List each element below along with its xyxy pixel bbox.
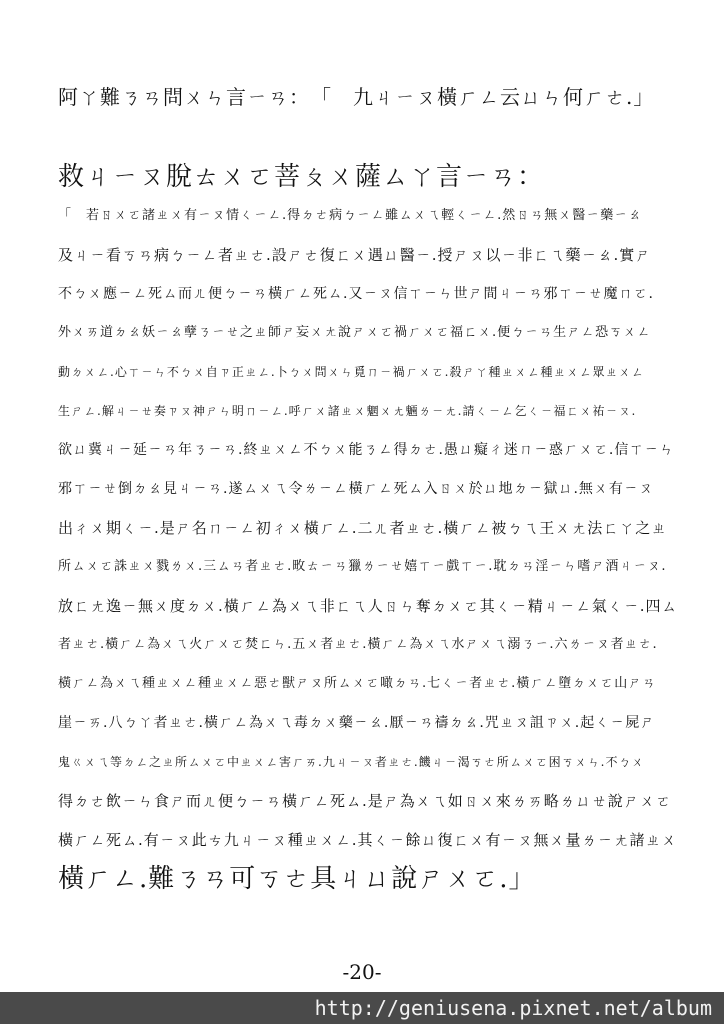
watermark-url: http://geniusena.pixnet.net/album bbox=[314, 996, 712, 1020]
text-line-9: 生ㄕㄥ.解ㄐㄧㄝ奏ㄗㄡ神ㄕㄣ明ㄇㄧㄥ.呼ㄏㄨ諸ㄓㄨ魍ㄨㄤ魎ㄌㄧㄤ.請ㄑㄧㄥ乞ㄑㄧ福ㄈㄨ祐ㄧㄡ. bbox=[58, 404, 637, 418]
text-line-16: 橫ㄏㄥ為ㄨㄟ種ㄓㄨㄥ種ㄓㄨㄥ惡ㄜ獸ㄕㄡ所ㄙㄨㄛ噉ㄉㄢ.七ㄑㄧ者ㄓㄜ.橫ㄏㄥ墮ㄉㄨㄛ山ㄕㄢ bbox=[58, 676, 657, 691]
text-line-6: 不ㄅㄨ應ㄧㄥ死ㄙ而ㄦ便ㄅㄧㄢ橫ㄏㄥ死ㄙ.又ㄧㄡ信ㄒㄧㄣ世ㄕ間ㄐㄧㄢ邪ㄒㄧㄝ魔ㄇㄛ. bbox=[58, 286, 654, 302]
text-line-11: 邪ㄒㄧㄝ倒ㄉㄠ見ㄐㄧㄢ.遂ㄙㄨㄟ令ㄌㄧㄥ橫ㄏㄥ死ㄙ入ㄖㄨ於ㄩ地ㄉㄧ獄ㄩ.無ㄨ有ㄧㄡ bbox=[58, 481, 654, 497]
text-line-13: 所ㄙㄨㄛ誅ㄓㄨ戮ㄌㄨ.三ㄙㄢ者ㄓㄜ.畋ㄊㄧㄢ獵ㄌㄧㄝ嬉ㄒㄧ戲ㄒㄧ.耽ㄉㄢ淫ㄧㄣ嗜ㄕ酒ㄐㄧㄡ. bbox=[58, 559, 667, 574]
text-line-4: 「 若ㄖㄨㄛ諸ㄓㄨ有ㄧㄡ情ㄑㄧㄥ.得ㄉㄜ病ㄅㄧㄥ雖ㄙㄨㄟ輕ㄑㄧㄥ.然ㄖㄢ無ㄨ醫ㄧ藥ㄧㄠ bbox=[58, 208, 643, 223]
text-line-1: 阿ㄚ難ㄋㄢ問ㄨㄣ言ㄧㄢ： 「 九ㄐㄧㄡ橫ㄏㄥ云ㄩㄣ何ㄏㄜ.」 bbox=[58, 85, 655, 109]
text-line-18: 鬼ㄍㄨㄟ等ㄉㄥ之ㄓ所ㄙㄨㄛ中ㄓㄨㄥ害ㄏㄞ.九ㄐㄧㄡ者ㄓㄜ.饑ㄐㄧ渴ㄎㄜ所ㄙㄨㄛ困ㄎㄨㄣ.不ㄅㄨ bbox=[58, 755, 645, 769]
text-line-8: 動ㄉㄨㄥ.心ㄒㄧㄣ不ㄅㄨ自ㄗ正ㄓㄥ.卜ㄅㄨ問ㄨㄣ覓ㄇㄧ禍ㄏㄨㄛ.殺ㄕㄚ種ㄓㄨㄥ種ㄓㄨㄥ眾ㄓㄨㄥ bbox=[58, 365, 645, 379]
text-line-21: 橫ㄏㄥ.難ㄋㄢ可ㄎㄜ具ㄐㄩ說ㄕㄨㄛ.」 bbox=[58, 864, 536, 894]
page-number: -20- bbox=[342, 960, 382, 984]
text-line-7: 外ㄨㄞ道ㄉㄠ妖ㄧㄠ孽ㄋㄧㄝ之ㄓ師ㄕ妄ㄨㄤ說ㄕㄨㄛ禍ㄏㄨㄛ福ㄈㄨ.便ㄅㄧㄢ生ㄕㄥ恐ㄎㄨㄥ bbox=[58, 325, 652, 340]
text-line-12: 出ㄔㄨ期ㄑㄧ.是ㄕ名ㄇㄧㄥ初ㄔㄨ橫ㄏㄥ.二ㄦ者ㄓㄜ.橫ㄏㄥ被ㄅㄟ王ㄨㄤ法ㄈㄚ之ㄓ bbox=[58, 519, 668, 537]
watermark-footer-bar bbox=[0, 992, 724, 1024]
text-line-17: 崖ㄧㄞ.八ㄅㄚ者ㄓㄜ.橫ㄏㄥ為ㄨㄟ毒ㄉㄨ藥ㄧㄠ.厭ㄧㄢ禱ㄉㄠ.咒ㄓㄡ詛ㄗㄨ.起ㄑㄧ屍ㄕ bbox=[58, 715, 656, 731]
text-line-3: 救ㄐㄧㄡ脫ㄊㄨㄛ菩ㄆㄨ薩ㄙㄚ言ㄧㄢ： bbox=[58, 162, 545, 192]
text-line-15: 者ㄓㄜ.橫ㄏㄥ為ㄨㄟ火ㄏㄨㄛ焚ㄈㄣ.五ㄨ者ㄓㄜ.橫ㄏㄥ為ㄨㄟ水ㄕㄨㄟ溺ㄋㄧ.六ㄌㄧㄡ者ㄓㄜ. bbox=[58, 637, 658, 652]
text-line-14: 放ㄈㄤ逸ㄧ無ㄨ度ㄉㄨ.橫ㄏㄥ為ㄨㄟ非ㄈㄟ人ㄖㄣ奪ㄉㄨㄛ其ㄑㄧ精ㄐㄧㄥ氣ㄑㄧ.四ㄙ bbox=[58, 597, 678, 615]
text-line-10: 欲ㄩ冀ㄐㄧ延ㄧㄢ年ㄋㄧㄢ.終ㄓㄨㄥ不ㄅㄨ能ㄋㄥ得ㄉㄜ.愚ㄩ癡ㄔ迷ㄇㄧ惑ㄏㄨㄛ.信ㄒㄧㄣ bbox=[58, 442, 675, 458]
text-line-19: 得ㄉㄜ飲ㄧㄣ食ㄕ而ㄦ便ㄅㄧㄢ橫ㄏㄥ死ㄙ.是ㄕ為ㄨㄟ如ㄖㄨ來ㄌㄞ略ㄌㄩㄝ說ㄕㄨㄛ bbox=[58, 792, 672, 810]
text-line-20: 橫ㄏㄥ死ㄙ.有ㄧㄡ此ㄘ九ㄐㄧㄡ種ㄓㄨㄥ.其ㄑㄧ餘ㄩ復ㄈㄨ有ㄧㄡ無ㄨ量ㄌㄧㄤ諸ㄓㄨ bbox=[58, 831, 678, 849]
text-line-5: 及ㄐㄧ看ㄎㄢ病ㄅㄧㄥ者ㄓㄜ.設ㄕㄜ復ㄈㄨ遇ㄩ醫ㄧ.授ㄕㄡ以ㄧ非ㄈㄟ藥ㄧㄠ.實ㄕ bbox=[58, 246, 652, 264]
